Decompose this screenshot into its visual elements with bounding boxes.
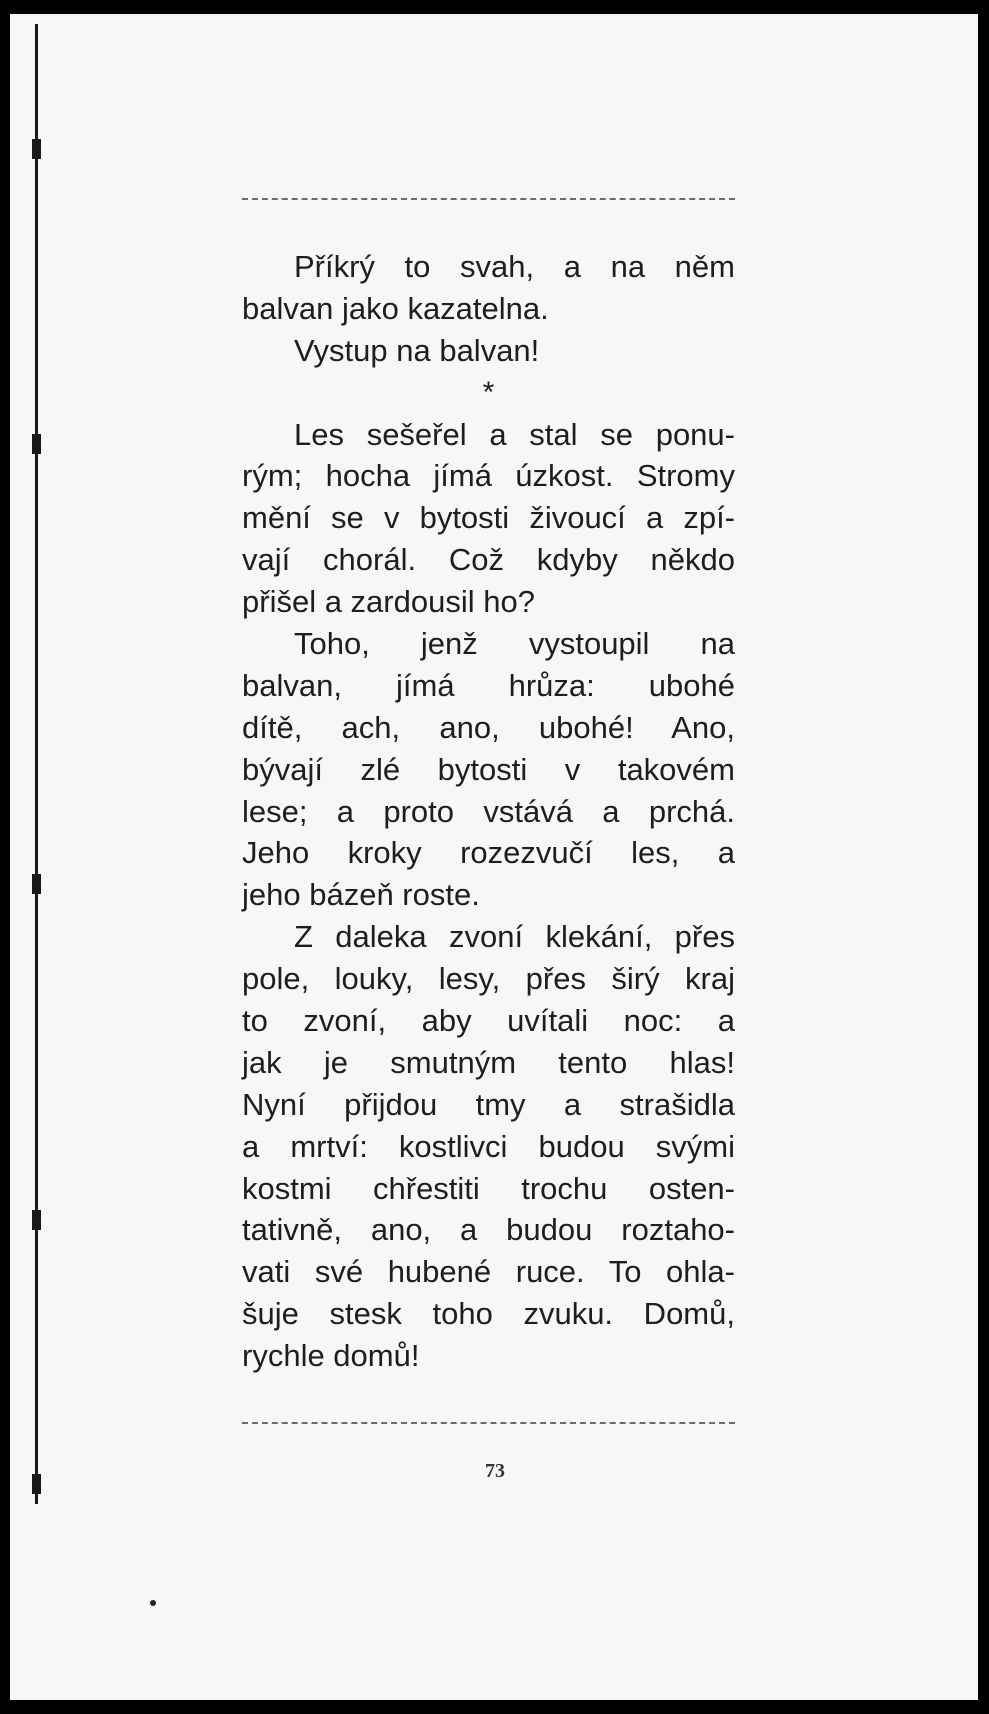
binding-mark bbox=[32, 434, 41, 454]
text-line: Příkrý to svah, a na něm bbox=[294, 249, 735, 284]
text-line: vají chorál. Což kdyby někdo bbox=[242, 542, 735, 578]
text-line: Z daleka zvoní klekání, přes bbox=[294, 919, 735, 955]
text-line: jeho bázeň roste. bbox=[242, 877, 480, 913]
text-line: rým; hocha jímá úzkost. Stromy bbox=[242, 458, 735, 494]
text-line: lese; a proto vstává a prchá. bbox=[242, 793, 735, 829]
text-line: a mrtví: kostlivci budou svými bbox=[242, 1128, 735, 1164]
text-line: Les sešeřel a stal se ponu- bbox=[294, 416, 735, 452]
section-separator: * bbox=[482, 375, 495, 409]
text-line: dítě, ach, ano, ubohé! Ano, bbox=[242, 709, 735, 745]
text-line: tativně, ano, a budou roztaho- bbox=[242, 1212, 735, 1248]
text-line: rychle domů! bbox=[242, 1338, 420, 1374]
binding-mark bbox=[32, 1474, 41, 1494]
text-line: kostmi chřestiti trochu osten- bbox=[242, 1170, 735, 1206]
text-line: jak je smutným tento hlas! bbox=[242, 1044, 735, 1080]
binding-edge bbox=[35, 24, 38, 1504]
text-line: bývají zlé bytosti v takovém bbox=[242, 751, 735, 787]
binding-mark bbox=[32, 874, 41, 894]
book-page bbox=[10, 14, 978, 1700]
binding-mark bbox=[32, 139, 41, 159]
text-line: šuje stesk toho zvuku. Domů, bbox=[242, 1296, 735, 1332]
ink-speck bbox=[150, 1600, 156, 1606]
top-rule bbox=[242, 198, 735, 200]
text-line: Jeho kroky rozezvučí les, a bbox=[242, 835, 735, 871]
binding-mark bbox=[32, 1210, 41, 1230]
text-line: pole, louky, lesy, přes širý kraj bbox=[242, 961, 735, 997]
text-line: to zvoní, aby uvítali noc: a bbox=[242, 1003, 735, 1039]
page-number: 73 bbox=[485, 1460, 505, 1482]
text-line: balvan jako kazatelna. bbox=[242, 290, 549, 326]
body-text bbox=[242, 246, 735, 1377]
text-line: mění se v bytosti živoucí a zpí- bbox=[242, 500, 735, 536]
text-line: přišel a zardousil ho? bbox=[242, 584, 535, 620]
text-line: Nyní přijdou tmy a strašidla bbox=[242, 1086, 735, 1122]
text-line: balvan, jímá hrůza: ubohé bbox=[242, 667, 735, 703]
text-line: vati své hubené ruce. To ohla- bbox=[242, 1254, 735, 1290]
text-line: Toho, jenž vystoupil na bbox=[294, 626, 735, 662]
bottom-rule bbox=[242, 1422, 735, 1424]
text-line: Vystup na balvan! bbox=[294, 332, 540, 368]
